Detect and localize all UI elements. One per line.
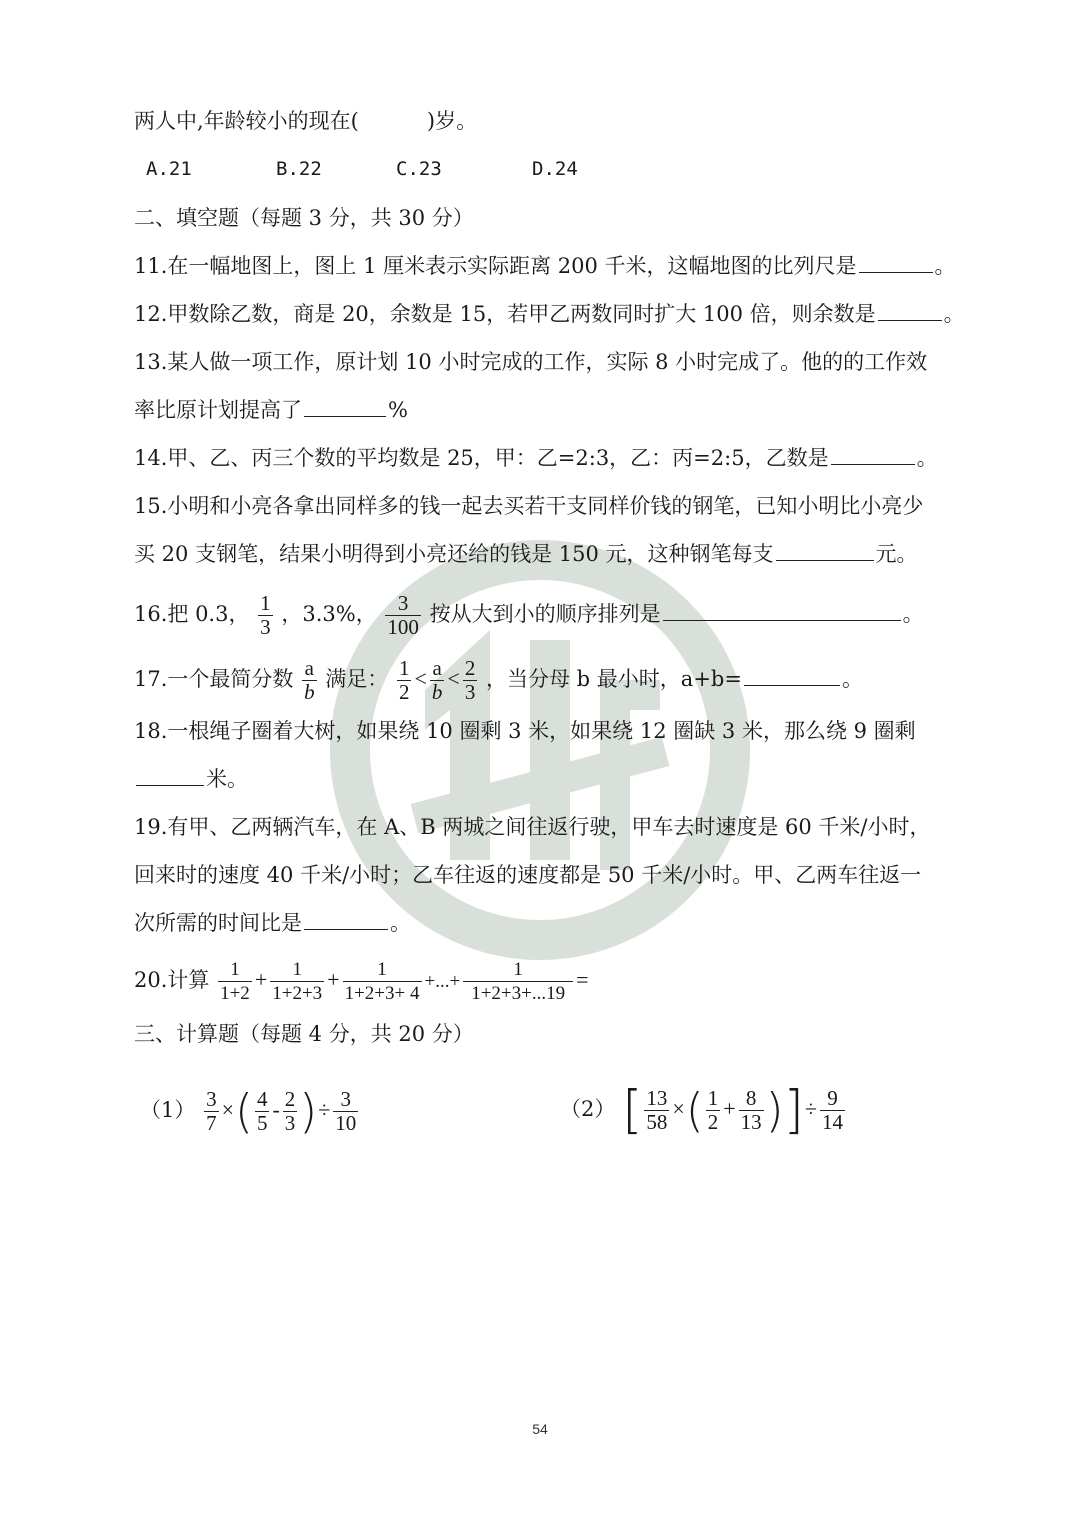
q16-fraction-2: $\frac{3}{100}$ [387,591,419,639]
q17-suffix: ，当分母 b 最小时，a+b= [486,667,742,691]
calc-1-lparen: ( [234,1084,253,1139]
q20-plus-1: + [254,967,268,992]
calc-2-lparen: ( [685,1083,704,1138]
q11-end: 。 [934,254,956,278]
q16 [134,586,924,642]
calc-1-frac-d: $\frac{3}{10}$ [335,1087,357,1135]
calc-2-div: ÷ [804,1096,817,1121]
q20-equals: = [576,967,589,992]
q17-blank[interactable] [744,665,840,686]
q10-tail [134,106,477,136]
q18-line2 [134,764,248,794]
q18-blank[interactable] [136,765,204,786]
q17 [134,651,863,707]
option-c: C.23 [396,158,442,180]
q20-term-3: $\frac{1}{1+2+3+ 4}$ [344,959,420,1004]
calc-1-frac-b: $\frac{4}{5}$ [256,1087,268,1135]
calc-2-frac-c: $\frac{8}{13}$ [740,1086,762,1134]
q16-end: 。 [902,602,924,626]
q17-end: 。 [841,667,863,691]
q20-prefix: 20.计算 [134,968,210,992]
q13-end: % [388,398,408,422]
calc-1-div: ÷ [318,1097,331,1122]
q11 [134,251,956,281]
calc-2-times: × [672,1096,685,1121]
q10-text: 两人中,年龄较小的现在( [134,109,359,133]
page-number: 54 [532,1421,548,1437]
q12-text: 12.甲数除乙数，商是 20，余数是 15，若甲乙两数同时扩大 100 倍，则余数是 [134,302,876,326]
q13-blank[interactable] [304,396,386,417]
q15-blank[interactable] [776,540,874,561]
q17-fraction-two-thirds: $\frac{2}{3}$ [464,656,476,704]
calc-1-rparen: ) [299,1084,318,1139]
option-d: D.24 [532,158,578,180]
q17-lt-2: < [447,666,460,691]
section2-title: 二、填空题（每题 3 分，共 30 分） [134,206,474,230]
q14 [134,443,938,473]
q16-blank[interactable] [663,600,901,621]
calc-1-label: （1） [140,1098,196,1122]
q15-line2 [134,539,918,569]
q20-term-4: $\frac{1}{1+2+3+...19}$ [463,958,573,1005]
q19-text: 次所需的时间比是 [134,911,302,935]
q17-fraction-half: $\frac{1}{2}$ [398,656,410,704]
q20-dots: +...+ [424,971,461,992]
calc-1-frac-a: $\frac{3}{7}$ [206,1087,217,1135]
q17-prefix: 17.一个最简分数 [134,667,294,691]
q20-term-2: $\frac{1}{1+2+3}$ [272,959,323,1004]
q14-blank[interactable] [831,444,915,465]
section3-title: 三、计算题（每题 4 分，共 20 分） [134,1022,474,1046]
q19-line3 [134,908,411,938]
q13-text: 率比原计划提高了 [134,398,302,422]
q13-line1: 13.某人做一项工作，原计划 10 小时完成的工作，实际 8 小时完成了。他的的工作效 [134,350,928,374]
q16-suffix: 按从大到小的顺序排列是 [429,602,661,626]
calc-1 [140,1080,360,1140]
calc-2-frac-b: $\frac{1}{2}$ [707,1086,719,1134]
calc-2-rbracket: ] [783,1080,804,1141]
q11-text: 11.在一幅地图上，图上 1 厘米表示实际距离 200 千米，这幅地图的比列尺是 [134,254,857,278]
q15-end: 元。 [875,542,918,566]
q20 [134,952,590,1010]
q17-fraction-ab: $\frac{a}{b}$ [304,656,315,704]
q20-plus-2: + [327,967,340,992]
calc-2-lbracket: [ [622,1080,643,1141]
calc-2 [560,1076,847,1142]
calc-2-label: （2） [560,1097,616,1121]
q17-fraction-ab-2: $\frac{a}{b}$ [431,656,443,704]
q15-text: 买 20 支钢笔，结果小明得到小亮还给的钱是 150 元，这种钢笔每支 [134,542,774,566]
q15-line1: 15.小明和小亮各拿出同样多的钱一起去买若干支同样价钱的钢笔，已知小明比小亮少 [134,494,924,518]
q16-prefix: 16.把 0.3， [134,602,250,626]
calc-1-minus: - [272,1097,280,1122]
q11-blank[interactable] [859,252,933,273]
calc-1-times: × [221,1097,234,1122]
q18-line1: 18.一根绳子圈着大树，如果绕 10 圈剩 3 米，如果绕 12 圈缺 3 米，那么绕 9 圈剩 [134,719,916,743]
q14-text: 14.甲、乙、丙三个数的平均数是 25，甲：乙=2:3，乙：丙=2:5，乙数是 [134,446,829,470]
q16-mid: ，3.3%， [281,602,377,626]
q18-end: 米。 [206,767,248,791]
q16-fraction-1: $\frac{1}{3}$ [260,591,271,639]
q17-mid: 满足： [325,667,389,691]
calc-2-frac-a: $\frac{13}{58}$ [646,1086,668,1134]
q19-blank[interactable] [304,909,388,930]
q10-close: )岁。 [426,109,478,133]
calc-1-frac-c: $\frac{2}{3}$ [284,1087,296,1135]
q12 [134,299,965,329]
q19-line2: 回来时的速度 40 千米/小时；乙车往返的速度都是 50 千米/小时。甲、乙两车往返一 [134,863,922,887]
q12-blank[interactable] [878,300,942,321]
calc-2-plus: + [723,1096,736,1121]
q19-end: 。 [390,911,411,935]
q13-line2 [134,395,408,425]
option-a: A.21 [146,158,192,180]
q10-options [146,154,578,184]
calc-2-frac-d: $\frac{9}{14}$ [821,1086,843,1134]
calc-2-rparen: ) [765,1083,784,1138]
q19-line1: 19.有甲、乙两辆汽车，在 A、B 两城之间往返行驶，甲车去时速度是 60 千米/小时， [134,815,931,839]
q12-end: 。 [943,302,965,326]
q14-end: 。 [916,446,938,470]
option-b: B.22 [276,158,322,180]
q17-lt-1: < [414,666,427,691]
q20-term-1: $\frac{1}{1+2}$ [220,959,250,1004]
